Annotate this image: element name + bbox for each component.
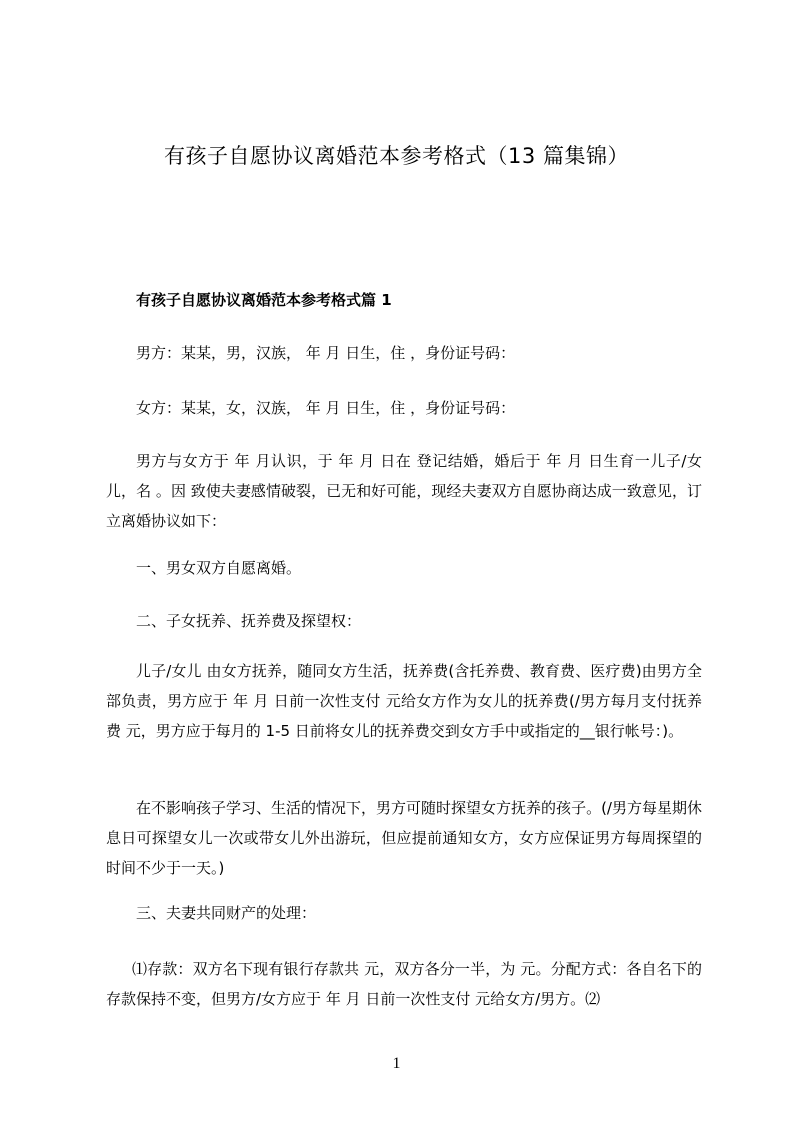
man-info-line: 男方：某某，男，汉族， 年 月 日生，住 ，身份证号码： xyxy=(136,344,516,362)
document-title: 有孩子自愿协议离婚范本参考格式（13 篇集锦） xyxy=(164,144,629,168)
clause-2: 二、子女抚养、抚养费及探望权： xyxy=(136,612,362,630)
woman-info-line: 女方：某某，女，汉族， 年 月 日生，住 ，身份证号码： xyxy=(136,399,516,417)
clause-1: 一、男女双方自愿离婚。 xyxy=(136,559,302,577)
page-number: 1 xyxy=(392,1055,401,1072)
intro-paragraph: 男方与女方于 年 月认识，于 年 月 日在 登记结婚，婚后于 年 月 日生育一儿子/女儿，名 。因 致使夫妻感情破裂，已无和好可能，现经夫妻双方自愿协商达成一致意见，订立离婚协议如下： xyxy=(106,452,702,530)
clause-3: 三、夫妻共同财产的处理： xyxy=(136,904,317,922)
custody-paragraph: 儿子/女儿 由女方抚养，随同女方生活，抚养费(含托养费、教育费、医疗费)由男方全部负责，男方应于 年 月 日前一次性支付 元给女方作为女儿的抚养费(/男方每月支付抚养费 元，男方应于每月的 1-5 日前将女儿的抚养费交到女方手中或指定的__银行帐号：)。 xyxy=(106,662,702,740)
deposit-paragraph: ⑴存款：双方名下现有银行存款共 元，双方各分一半，为 元。分配方式：各自名下的存款保持不变，但男方/女方应于 年 月 日前一次性支付 元给女方/男方。⑵ xyxy=(106,960,702,1008)
visitation-paragraph: 在不影响孩子学习、生活的情况下，男方可随时探望女方抚养的孩子。(/男方每星期休息日可探望女儿一次或带女儿外出游玩，但应提前通知女方，女方应保证男方每周探望的时间不少于一天。) xyxy=(106,799,702,877)
section-heading: 有孩子自愿协议离婚范本参考格式篇 1 xyxy=(136,291,392,309)
